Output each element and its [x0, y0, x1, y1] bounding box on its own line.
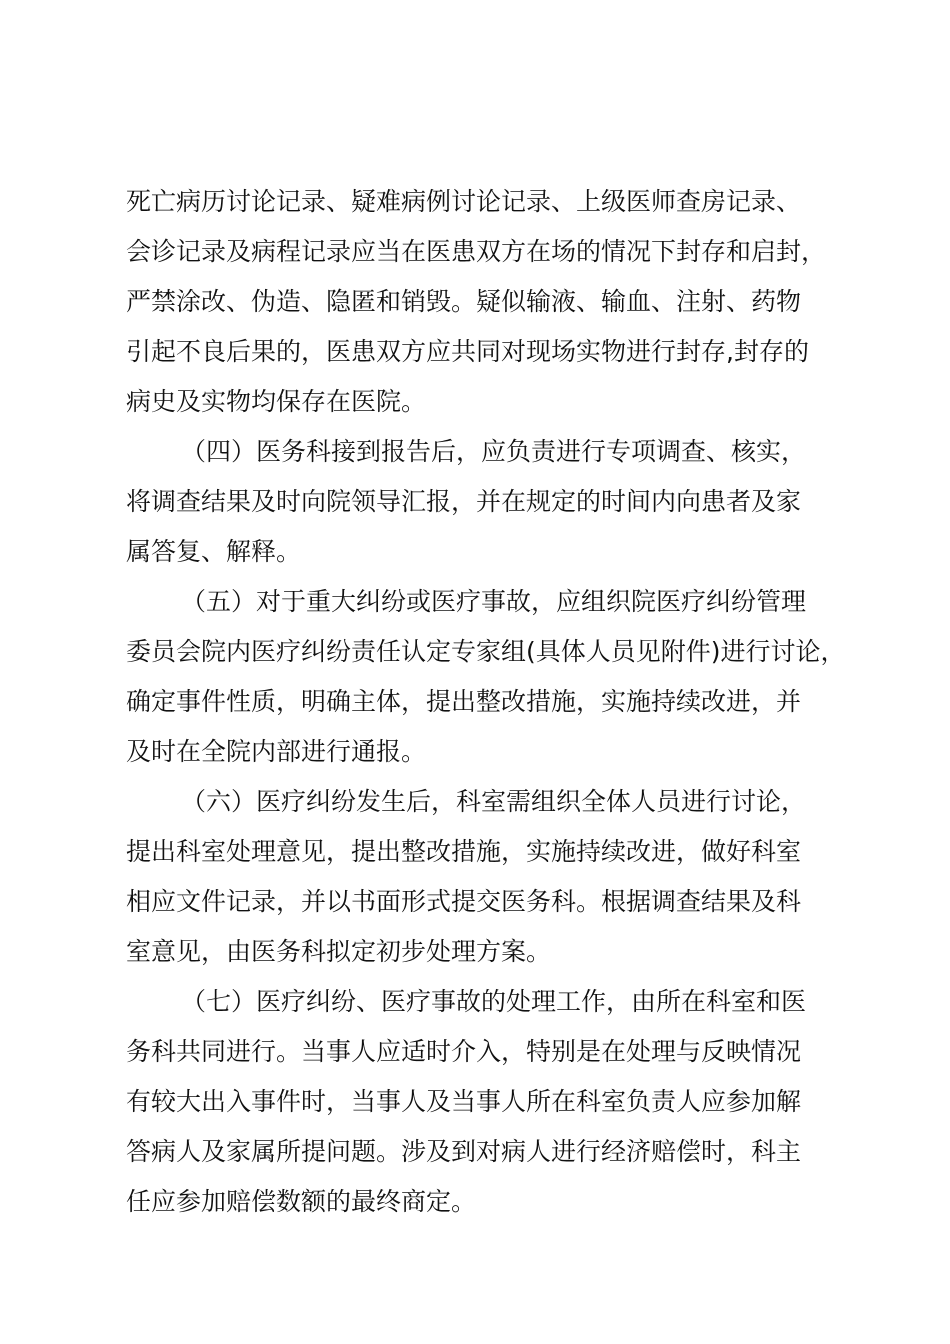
- paragraph-4-heading-line: （四）医务科接到报告后，应负责进行专项调查、核实，: [181, 437, 807, 466]
- text-line: 严禁涂改、伪造、隐匿和销毁。疑似输液、输血、注射、药物: [126, 287, 802, 316]
- paragraph-7-heading-line: （七）医疗纠纷、医疗事故的处理工作，由所在科室和医: [181, 987, 807, 1016]
- text-line: 病史及实物均保存在医院。: [126, 387, 427, 416]
- text-line: 答病人及家属所提问题。涉及到对病人进行经济赔偿时，科主: [126, 1137, 802, 1166]
- paragraph-6-heading-line: （六）医疗纠纷发生后，科室需组织全体人员进行讨论，: [181, 787, 807, 816]
- text-line: 死亡病历讨论记录、疑难病例讨论记录、上级医师查房记录、: [126, 187, 802, 216]
- text-line: 有较大出入事件时，当事人及当事人所在科室负责人应参加解: [126, 1087, 802, 1116]
- text-line: 委员会院内医疗纠纷责任认定专家组(具体人员见附件)进行讨论，: [126, 637, 846, 666]
- text-line: 相应文件记录，并以书面形式提交医务科。根据调查结果及科: [126, 887, 802, 916]
- text-line: 会诊记录及病程记录应当在医患双方在场的情况下封存和启封，: [126, 237, 827, 266]
- text-line: 室意见，由医务科拟定初步处理方案。: [126, 937, 552, 966]
- text-line: 任应参加赔偿数额的最终商定。: [126, 1187, 477, 1216]
- text-line: 引起不良后果的，医患双方应共同对现场实物进行封存,封存的: [126, 337, 809, 366]
- text-line: 将调查结果及时向院领导汇报，并在规定的时间内向患者及家: [126, 487, 802, 516]
- text-line: 务科共同进行。当事人应适时介入，特别是在处理与反映情况: [126, 1037, 802, 1066]
- paragraph-5-heading-line: （五）对于重大纠纷或医疗事故，应组织院医疗纠纷管理: [181, 587, 807, 616]
- text-line: 及时在全院内部进行通报。: [126, 737, 427, 766]
- text-line: 提出科室处理意见，提出整改措施，实施持续改进，做好科室: [126, 837, 802, 866]
- text-line: 确定事件性质，明确主体，提出整改措施，实施持续改进，并: [126, 687, 802, 716]
- text-line: 属答复、解释。: [126, 537, 302, 566]
